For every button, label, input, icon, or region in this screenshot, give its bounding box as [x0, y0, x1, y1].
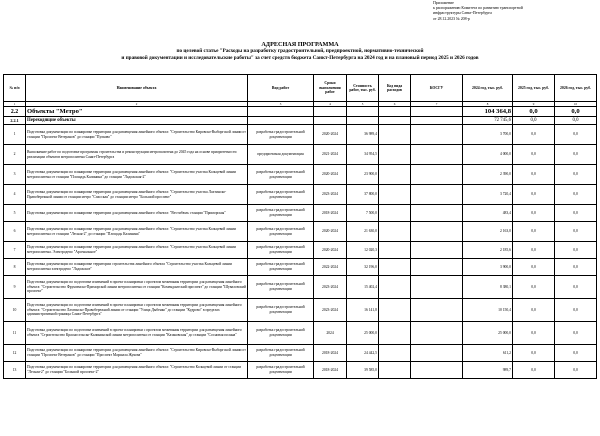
- cell-name: Подготовка документации по планировке территории строительства линейного объекта "Строительство участка Кольцевой линии метрополитена электродепо "Ладожское": [26, 259, 248, 276]
- cell-num: 4: [4, 185, 26, 205]
- cell-y2024: 8 380,1: [463, 276, 513, 299]
- empty-cell: [248, 107, 314, 117]
- empty-cell: [379, 299, 411, 322]
- cell-y2026: 0,0: [555, 125, 597, 145]
- cell-period: 2020-2024: [314, 222, 347, 242]
- cell-cost: 12 020,3: [347, 242, 379, 259]
- table-row: [4, 125, 597, 145]
- cell-work: разработка градостроительной документации: [248, 345, 314, 362]
- cell-num: 6: [4, 222, 26, 242]
- empty-cell: [379, 165, 411, 185]
- cell-y2025: 0,0: [513, 145, 555, 165]
- empty-cell: [379, 345, 411, 362]
- table-row: [4, 205, 597, 222]
- header-work: Вид работ: [248, 75, 314, 102]
- cell-period: 2020-2024: [314, 165, 347, 185]
- document-title: [0, 41, 600, 61]
- cell-y2024: 3 720,4: [463, 185, 513, 205]
- cell-y2024: 10 150,4: [463, 299, 513, 322]
- cell-cost: 39 585,0: [347, 362, 379, 379]
- cell-work: разработка градостроительной документации: [248, 242, 314, 259]
- program-table: [3, 74, 597, 379]
- cell-num: 3: [4, 165, 26, 185]
- header-num: № п/п: [4, 75, 26, 102]
- title-line: АДРЕСНАЯ ПРОГРАММА: [261, 41, 339, 48]
- table-row: [4, 259, 597, 276]
- cell-num: 5: [4, 205, 26, 222]
- cell-work: разработка градостроительной документации: [248, 322, 314, 345]
- header-name: Наименование объекта: [26, 75, 248, 102]
- empty-cell: [379, 276, 411, 299]
- cell-cost: 23 900,0: [347, 165, 379, 185]
- cell-y2024: 3 700,0: [463, 125, 513, 145]
- cell-y2026: 0,0: [555, 185, 597, 205]
- section-num: 2.2: [4, 107, 26, 117]
- cell-period: 2023-2024: [314, 276, 347, 299]
- cell-name: Подготовка документации по планировке территории для размещения линейного объекта: "Строительство Кольцевой линии от станции "Лесная-2" до станции "Большой проспект-2": [26, 362, 248, 379]
- header-cost: Стоимость работ, тыс. руб.: [347, 75, 379, 102]
- section-row: [4, 107, 597, 117]
- section-2025: 0,0: [513, 107, 555, 117]
- cell-cost: 32 196,0: [347, 259, 379, 276]
- cell-name: Выполнение работ по подготовке программы строительства и реконструкции метрополитена до 2045 года на основе приоритетности реализации объектов метрополитена Санкт-Петербурга: [26, 145, 248, 165]
- cell-num: 11: [4, 322, 26, 345]
- column-index: 2: [26, 102, 248, 107]
- empty-cell: [248, 117, 314, 125]
- cell-period: 2024: [314, 322, 347, 345]
- section-name: Объекты "Метро": [26, 107, 248, 117]
- cell-cost: 16 141,8: [347, 299, 379, 322]
- cell-y2024: 4 000,0: [463, 145, 513, 165]
- empty-cell: [379, 145, 411, 165]
- appendix-line: Приложение: [433, 1, 454, 5]
- cell-num: 9: [4, 276, 26, 299]
- cell-y2026: 0,0: [555, 222, 597, 242]
- cell-y2026: 0,0: [555, 362, 597, 379]
- cell-y2026: 0,0: [555, 276, 597, 299]
- cell-work: разработка градостроительной документации: [248, 222, 314, 242]
- table-row: [4, 362, 597, 379]
- cell-y2024: 2 163,0: [463, 222, 513, 242]
- cell-cost: 24 442,5: [347, 345, 379, 362]
- cell-num: 7: [4, 242, 26, 259]
- table-row: [4, 145, 597, 165]
- cell-name: Подготовка документации по планировке территории для размещения линейного объекта: "Строительство участка Лахтинско-Правобережной линии от станции метро "Спасская" до станции метро "Большой проспект": [26, 185, 248, 205]
- column-index: 3: [248, 102, 314, 107]
- empty-cell: [379, 362, 411, 379]
- cell-name: Подготовка документации по подготовке изменений в проект планировки с проектом межевания территории для размещения линейного объекта: "Строительство Лахтинско-Правобережной линии от станции "Улица Дыбенко" до станции "Кудрово" в пределах административной границы Санкт-Петербурга": [26, 299, 248, 322]
- cell-y2025: 0,0: [513, 345, 555, 362]
- cell-y2025: 0,0: [513, 125, 555, 145]
- cell-y2025: 0,0: [513, 259, 555, 276]
- table-row: [4, 222, 597, 242]
- cell-period: 2020-2024: [314, 242, 347, 259]
- subsection-num: 2.2.1: [4, 117, 26, 125]
- cell-work: разработка градостроительной документации: [248, 125, 314, 145]
- cell-name: Подготовка документации по планировке территории для размещения линейного объекта: "Строительство участка Кольцевой линии метрополитена. Электродепо "Арсенальное": [26, 242, 248, 259]
- table-row: [4, 185, 597, 205]
- empty-cell: [379, 107, 411, 117]
- cell-period: 2018-2024: [314, 205, 347, 222]
- empty-cell: [411, 107, 463, 117]
- cell-name: Подготовка документации по планировке территории для размещения линейного объекта: "Вестибюль станции "Приморская": [26, 205, 248, 222]
- header-period: Сроки выполнения работ: [314, 75, 347, 102]
- empty-cell: [411, 125, 463, 145]
- table-row: [4, 165, 597, 185]
- empty-cell: [411, 242, 463, 259]
- cell-y2024: 3 900,0: [463, 259, 513, 276]
- subsection-row: [4, 117, 597, 125]
- cell-cost: 37 800,0: [347, 185, 379, 205]
- empty-cell: [347, 107, 379, 117]
- appendix-line: от 28.12.2023 № 208-р: [433, 16, 470, 21]
- column-index: 4: [314, 102, 347, 107]
- table-row: [4, 242, 597, 259]
- empty-cell: [411, 222, 463, 242]
- empty-cell: [411, 259, 463, 276]
- cell-period: 2023-2024: [314, 299, 347, 322]
- empty-cell: [411, 205, 463, 222]
- cell-y2024: 611,2: [463, 345, 513, 362]
- cell-name: Подготовка документации по планировке территории для размещения линейного объекта: "Строительство Кировско-Выборгской линии от станции "Проспект Ветеранов" до станции "Проспект Маршала Жукова": [26, 345, 248, 362]
- cell-num: 12: [4, 345, 26, 362]
- cell-y2026: 0,0: [555, 205, 597, 222]
- header-2024: 2024 год, тыс. руб.: [463, 75, 513, 102]
- cell-period: 2023-2024: [314, 185, 347, 205]
- column-index: 10: [555, 102, 597, 107]
- section-2024: 104 364,8: [463, 107, 513, 117]
- cell-y2026: 0,0: [555, 345, 597, 362]
- cell-name: Подготовка документации по планировке территории для размещения линейного объекта: "Строительство Кировско-Выборгской линии от станции "Проспект Ветеранов" до станции "Пулково": [26, 125, 248, 145]
- subsection-2025: 0,0: [513, 117, 555, 125]
- cell-cost: 25 000,0: [347, 322, 379, 345]
- empty-cell: [379, 117, 411, 125]
- cell-y2026: 0,0: [555, 322, 597, 345]
- empty-cell: [314, 117, 347, 125]
- cell-work: разработка градостроительной документации: [248, 205, 314, 222]
- column-index: 5: [347, 102, 379, 107]
- cell-name: Подготовка документации по подготовке изменений в проект планировки с проектом межевания территории для размещения линейного объекта "Строительство Красносельско-Калининской линии метрополитена от станции "Казаковская" до станции "Сосновая поляна": [26, 322, 248, 345]
- cell-cost: 36 989,4: [347, 125, 379, 145]
- title-line: и правовой документации и исследовательские работы" за счет средств бюджета Санкт-Петербурга на 2024 год и на плановый период 2025 и 2026 годов: [121, 54, 479, 61]
- cell-work: предпроектная документация: [248, 145, 314, 165]
- cell-period: 2020-2024: [314, 125, 347, 145]
- cell-y2026: 0,0: [555, 165, 597, 185]
- section-2026: 0,0: [555, 107, 597, 117]
- cell-cost: 21 630,0: [347, 222, 379, 242]
- header-row: [4, 75, 597, 102]
- subsection-2026: 0,0: [555, 117, 597, 125]
- empty-cell: [411, 345, 463, 362]
- cell-y2025: 0,0: [513, 242, 555, 259]
- title-line: по целевой статье "Расходы на разработку градостроительной, предпроектной, нормативно-технической: [176, 48, 424, 55]
- cell-period: 2022-2024: [314, 259, 347, 276]
- cell-y2025: 0,0: [513, 322, 555, 345]
- cell-y2025: 0,0: [513, 362, 555, 379]
- empty-cell: [379, 322, 411, 345]
- cell-name: Подготовка документации по планировке территории для размещения линейного объекта: "Строительство участка Кольцевой линии метрополитена от станции "Лесная-2" до станции "Площадь Калинина": [26, 222, 248, 242]
- header-2026: 2026 год, тыс. руб.: [555, 75, 597, 102]
- cell-cost: 34 954,5: [347, 145, 379, 165]
- cell-y2025: 0,0: [513, 299, 555, 322]
- cell-y2026: 0,0: [555, 259, 597, 276]
- subsection-name: Переходящие объекты: [26, 117, 248, 125]
- cell-y2025: 0,0: [513, 205, 555, 222]
- empty-cell: [411, 322, 463, 345]
- cell-work: разработка градостроительной документации: [248, 276, 314, 299]
- empty-cell: [411, 276, 463, 299]
- cell-work: разработка градостроительной документации: [248, 185, 314, 205]
- cell-name: Подготовка документации по планировке территории для размещения линейного объекта: "Строительство участка Кольцевой линии метрополитена от станции "Площадь Калинина" до станции "Ладожская-2": [26, 165, 248, 185]
- table-row: [4, 299, 597, 322]
- table-row: [4, 322, 597, 345]
- cell-num: 13: [4, 362, 26, 379]
- cell-num: 1: [4, 125, 26, 145]
- appendix-line: инфраструктуры Санкт-Петербурга: [433, 11, 492, 16]
- empty-cell: [379, 205, 411, 222]
- empty-cell: [314, 107, 347, 117]
- table-row: [4, 276, 597, 299]
- cell-y2024: 2 185,6: [463, 242, 513, 259]
- cell-y2024: 989,7: [463, 362, 513, 379]
- cell-name: Подготовка документации по подготовке изменений в проект планировки с проектом межевания территории для размещения линейного объекта: "Строительство Фрунзенско-Приморской линии метрополитена от станции "Комендантский проспект" до станции "Шуваловский проспект": [26, 276, 248, 299]
- cell-y2025: 0,0: [513, 185, 555, 205]
- cell-period: 2018-2024: [314, 345, 347, 362]
- cell-period: 2021-2024: [314, 145, 347, 165]
- cell-cost: 7 500,0: [347, 205, 379, 222]
- empty-cell: [379, 222, 411, 242]
- empty-cell: [411, 362, 463, 379]
- table-row: [4, 345, 597, 362]
- cell-y2024: 25 000,0: [463, 322, 513, 345]
- subsection-2024: 72 745,6: [463, 117, 513, 125]
- cell-cost: 15 402,4: [347, 276, 379, 299]
- header-code: Код вида расходов: [379, 75, 411, 102]
- column-index: 6: [379, 102, 411, 107]
- cell-period: 2018-2024: [314, 362, 347, 379]
- empty-cell: [379, 242, 411, 259]
- empty-cell: [411, 299, 463, 322]
- cell-y2026: 0,0: [555, 299, 597, 322]
- cell-num: 8: [4, 259, 26, 276]
- empty-cell: [411, 145, 463, 165]
- cell-y2025: 0,0: [513, 222, 555, 242]
- empty-cell: [411, 165, 463, 185]
- column-index: 1: [4, 102, 26, 107]
- cell-y2025: 0,0: [513, 165, 555, 185]
- cell-y2026: 0,0: [555, 242, 597, 259]
- empty-cell: [379, 185, 411, 205]
- column-index: 8: [463, 102, 513, 107]
- cell-y2025: 0,0: [513, 276, 555, 299]
- column-index: 9: [513, 102, 555, 107]
- header-kosgu: КОСГУ: [411, 75, 463, 102]
- cell-y2026: 0,0: [555, 145, 597, 165]
- empty-cell: [411, 117, 463, 125]
- empty-cell: [379, 125, 411, 145]
- empty-cell: [347, 117, 379, 125]
- column-index: 7: [411, 102, 463, 107]
- cell-num: 2: [4, 145, 26, 165]
- cell-work: разработка градостроительной документации: [248, 259, 314, 276]
- header-2025: 2025 год, тыс. руб.: [513, 75, 555, 102]
- cell-work: разработка градостроительной документации: [248, 362, 314, 379]
- cell-y2024: 2 390,0: [463, 165, 513, 185]
- cell-work: разработка градостроительной документации: [248, 299, 314, 322]
- cell-work: разработка градостроительной документации: [248, 165, 314, 185]
- appendix-line: к распоряжению Комитета по развитию транспортной: [433, 6, 523, 11]
- appendix-block: [433, 1, 598, 22]
- cell-num: 10: [4, 299, 26, 322]
- empty-cell: [411, 185, 463, 205]
- empty-cell: [379, 259, 411, 276]
- cell-y2024: 483,4: [463, 205, 513, 222]
